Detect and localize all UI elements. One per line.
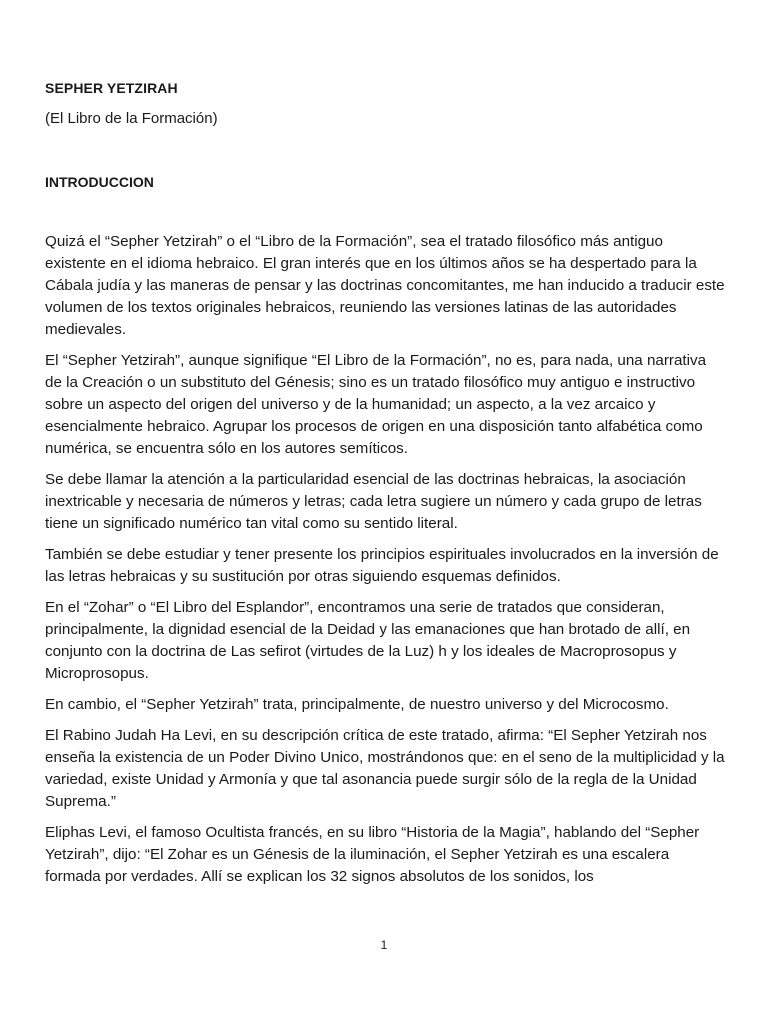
paragraph: En el “Zohar” o “El Libro del Esplandor”, encontramos una serie de tratados que consideran, principalmente, la dignidad esencial de la Deidad y las emanaciones que han brotado de allí, en conjunto con la doctrina de Las sefirot (virtudes de la Luz) h y los ideales de Macroprosopus y Microprosopus. [45,599,691,682]
page-number: 1 [380,938,388,952]
paragraph: Se debe llamar la atención a la particularidad esencial de las doctrinas hebraicas, la asociación inextricable y necesaria de números y letras; cada letra sugiere un número y cada grupo de letras tiene un significado numérico tan vital como su sentido literal. [45,471,702,532]
paragraph: También se debe estudiar y tener presente los principios espirituales involucrados en la inversión de las letras hebraicas y su sustitución por otras siguiendo esquemas definidos. [45,546,719,585]
section-heading: INTRODUCCION [45,174,154,190]
paragraph: El Rabino Judah Ha Levi, en su descripción crítica de este tratado, afirma: “El Sepher Yetzirah nos enseña la existencia de un Poder Divino Unico, mostrándonos que: en el seno de la multiplicidad y la variedad, existe Unidad y Armonía y que tal asonancia puede surgir sólo de la regla de la Unidad Suprema.” [45,727,725,810]
document-subtitle: (El Libro de la Formación) [45,110,218,127]
paragraph: El “Sepher Yetzirah”, aunque signifique “El Libro de la Formación”, no es, para nada, una narrativa de la Creación o un substituto del Génesis; sino es un tratado filosófico muy antiguo e instructivo sobre un aspecto del origen del universo y de la humanidad; un aspecto, a la vez arcaico y esencialmente hebraico. Agrupar los procesos de origen en una disposición tanto alfabética como numérica, se encuentra sólo en los autores semíticos. [45,352,707,457]
paragraph: Quizá el “Sepher Yetzirah” o el “Libro de la Formación”, sea el tratado filosófico más antiguo existente en el idioma hebraico. El gran interés que en los últimos años se ha despertado para la Cábala judía y las maneras de pensar y las doctrinas concomitantes, me han inducido a traducir este volumen de los textos originales hebraicos, reuniendo las versiones latinas de las autoridades medievales. [45,233,725,338]
document-body [45,78,725,897]
paragraph-list [45,231,725,888]
document-title: SEPHER YETZIRAH [45,80,178,96]
paragraph: Eliphas Levi, el famoso Ocultista francés, en su libro “Historia de la Magia”, hablando del “Sepher Yetzirah”, dijo: “El Zohar es un Génesis de la iluminación, el Sepher Yetzirah es una escalera formada por verdades. Allí se explican los 32 signos absolutos de los sonidos, los [45,824,700,885]
paragraph: En cambio, el “Sepher Yetzirah” trata, principalmente, de nuestro universo y del Microcosmo. [45,696,669,713]
